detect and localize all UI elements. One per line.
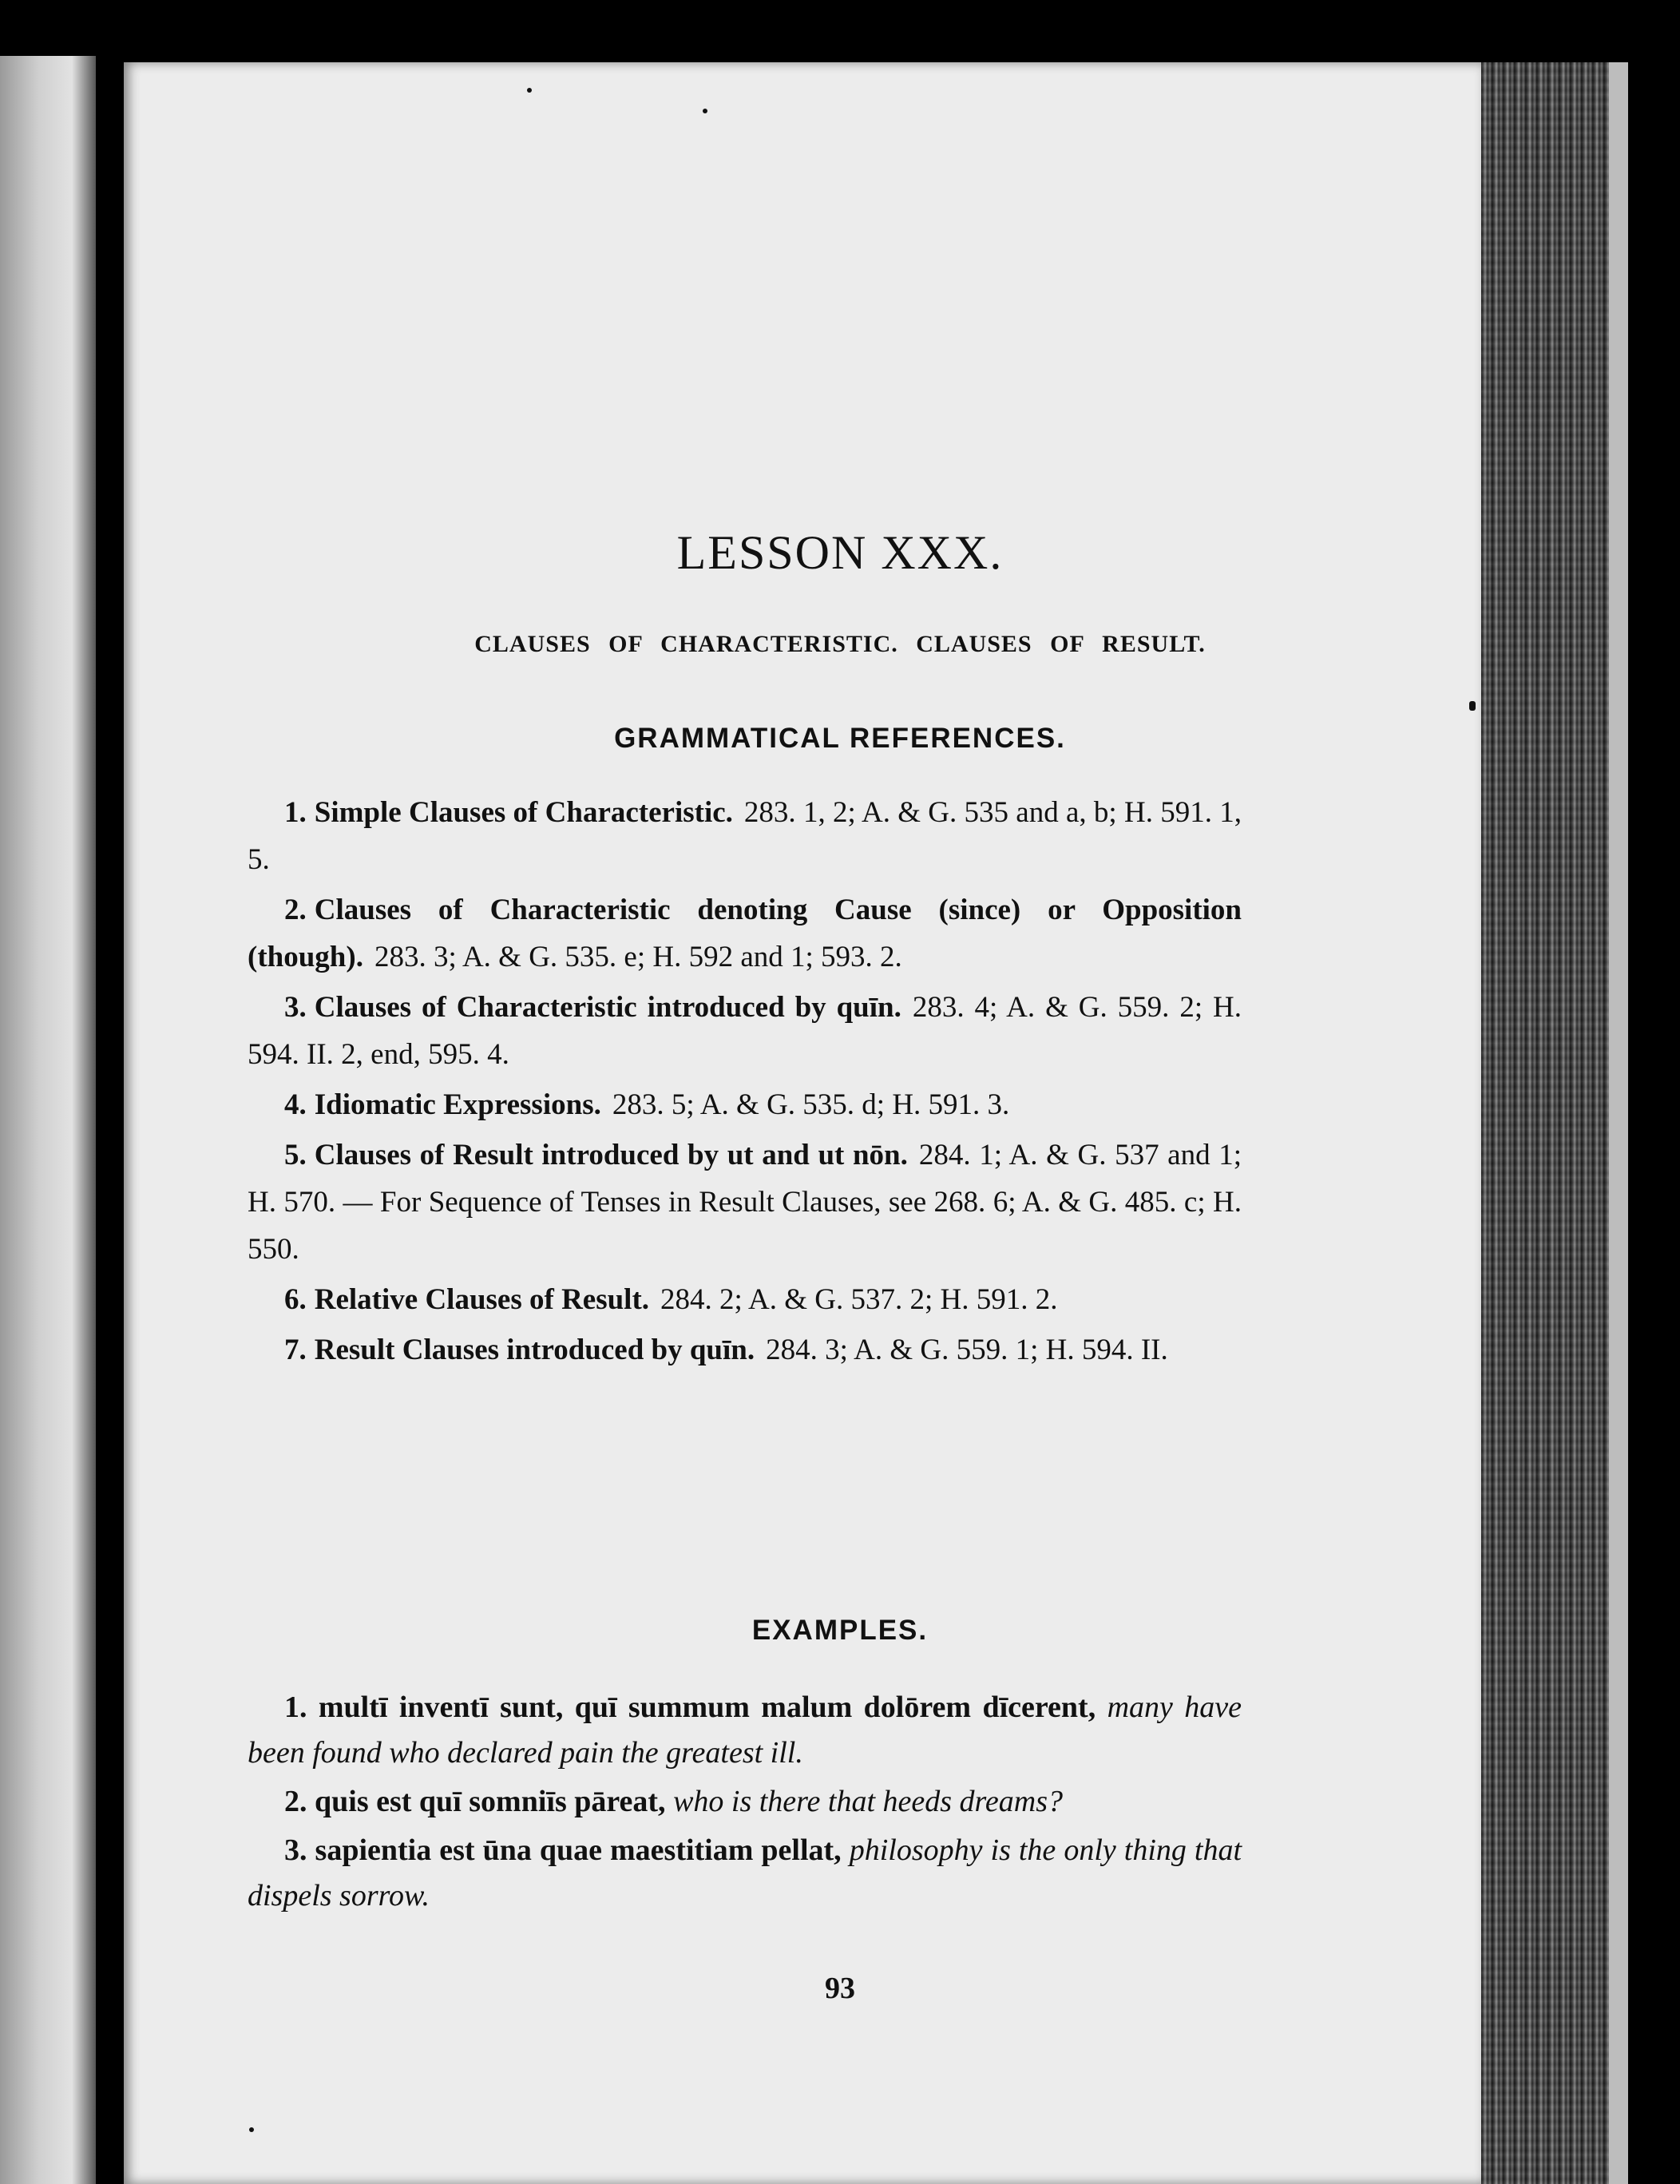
reference-label: Clauses of Characteristic introduced by quīn.	[314, 991, 901, 1024]
reference-item: 2. Clauses of Characteristic denoting Cause (since) or Opposition (though). 283. 3; A. & G. 535. e; H. 592 and 1; 593. 2.	[248, 894, 1242, 973]
reference-item: 4. Idiomatic Expressions. 283. 5; A. & G. 535. d; H. 591. 3.	[284, 1088, 1010, 1121]
scan-speck	[249, 2127, 254, 2132]
facing-page-edge	[0, 56, 96, 2184]
example-latin: quis est quī somniīs pāreat,	[315, 1785, 666, 1818]
reference-label: Simple Clauses of Characteristic.	[314, 796, 733, 829]
reference-item: 3. Clauses of Characteristic introduced by quīn. 283. 4; A. & G. 559. 2; H. 594. II. 2, end, 595. 4.	[248, 991, 1242, 1071]
scan-speck	[703, 109, 707, 113]
page-stack-border	[1609, 62, 1628, 2184]
examples-list	[248, 1685, 1242, 1922]
reference-label: Result Clauses introduced by quīn.	[314, 1334, 755, 1366]
reference-text: 283. 4; A. & G. 559. 2; H. 594. II. 2, end, 595. 4.	[248, 991, 1242, 1071]
reference-text: 283. 3; A. & G. 535. e; H. 592 and 1; 593. 2.	[374, 941, 902, 973]
example-english: many have been found who declared pain the greatest ill.	[248, 1691, 1242, 1770]
lesson-subtitle: CLAUSES OF CHARACTERISTIC. CLAUSES OF RESULT.	[474, 631, 1206, 657]
reference-item: 1. Simple Clauses of Characteristic. 283. 1, 2; A. & G. 535 and a, b; H. 591. 1, 5.	[248, 796, 1242, 876]
reference-text: 284. 2; A. & G. 537. 2; H. 591. 2.	[660, 1283, 1058, 1316]
references-list	[248, 789, 1242, 1377]
example-english: philosophy is the only thing that dispels sorrow.	[248, 1833, 1242, 1912]
grammatical-references-heading: GRAMMATICAL REFERENCES.	[614, 723, 1066, 754]
reference-text: 283. 1, 2; A. & G. 535 and a, b; H. 591. 1, 5.	[248, 796, 1242, 876]
reference-label: Relative Clauses of Result.	[314, 1283, 650, 1316]
page-number: 93	[825, 1972, 855, 2005]
example-item: 1. multī inventī sunt, quī summum malum dolōrem dīcerent, many have been found who declared pain the greatest ill.	[248, 1691, 1242, 1770]
reference-text: 283. 5; A. & G. 535. d; H. 591. 3.	[612, 1088, 1010, 1121]
example-item: 3. sapientia est ūna quae maestitiam pellat, philosophy is the only thing that dispels sorrow.	[248, 1833, 1242, 1912]
reference-item: 5. Clauses of Result introduced by ut and ut nōn. 284. 1; A. & G. 537 and 1; H. 570. — For Sequence of Tenses in Result Clauses, see 268. 6; A. & G. 485. c; H. 550.	[248, 1139, 1242, 1266]
reference-label: Idiomatic Expressions.	[314, 1088, 601, 1121]
scan-speck	[1469, 701, 1476, 711]
reference-label: Clauses of Characteristic denoting Cause (since) or Opposition (though).	[248, 894, 1242, 973]
reference-text: 284. 1; A. & G. 537 and 1; H. 570. — For Sequence of Tenses in Result Clauses, see 268. 6; A. & G. 485. c; H. 550.	[248, 1139, 1242, 1266]
reference-label: Clauses of Result introduced by ut and ut nōn.	[314, 1139, 908, 1171]
reference-item: 6. Relative Clauses of Result. 284. 2; A. & G. 537. 2; H. 591. 2.	[284, 1283, 1058, 1316]
example-english: who is there that heeds dreams?	[673, 1785, 1064, 1818]
reference-text: 284. 3; A. & G. 559. 1; H. 594. II.	[766, 1334, 1168, 1366]
page-stack-edge	[1481, 62, 1609, 2184]
scan-speck	[527, 88, 532, 93]
examples-heading: EXAMPLES.	[751, 1615, 929, 1646]
example-latin: sapientia est ūna quae maestitiam pellat,	[315, 1833, 842, 1867]
lesson-title: LESSON XXX.	[676, 526, 1004, 579]
example-latin: multī inventī sunt, quī summum malum dolōrem dīcerent,	[318, 1691, 1096, 1724]
example-item: 2. quis est quī somniīs pāreat, who is there that heeds dreams?	[284, 1785, 1064, 1818]
reference-item: 7. Result Clauses introduced by quīn. 284. 3; A. & G. 559. 1; H. 594. II.	[284, 1334, 1168, 1366]
